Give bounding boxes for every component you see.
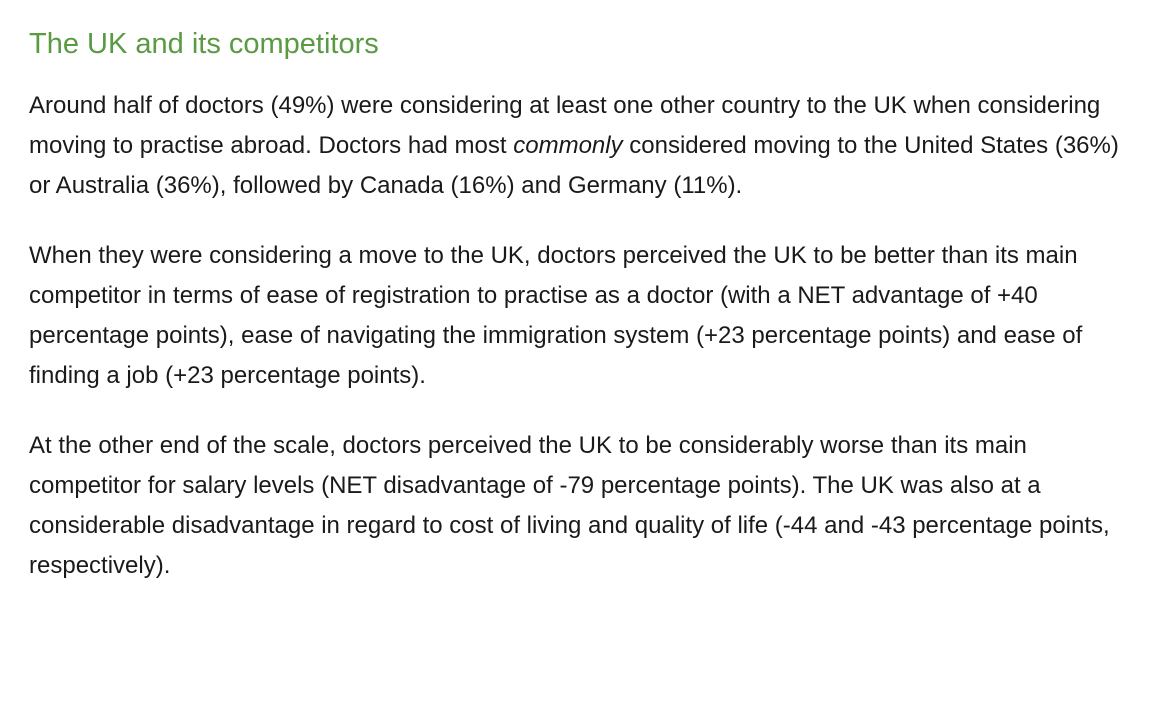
paragraph-disadvantages: At the other end of the scale, doctors perceived the UK to be considerably worse than its main competitor for salary levels (NET disadvantage of -79 percentage points). The UK was also at a considerable disadvantage in regard to cost of living and quality of life (-44 and -43 percentage points, respectively). (29, 432, 1110, 579)
paragraph-countries-text-end: considered moving to the United States (36%) or Australia (36%), followed by Canada (16%) and Germany (11%). (29, 132, 1119, 199)
section-heading: The UK and its competitors (29, 28, 379, 60)
paragraph-countries (29, 86, 1139, 206)
paragraph-countries-text-start: Around half of doctors (49%) were considering at least one other country to the UK when considering moving to practise abroad. Doctors had most (29, 92, 1101, 159)
article-content (29, 26, 1139, 616)
emphasis-commonly: commonly (513, 132, 623, 159)
paragraph-advantages: When they were considering a move to the UK, doctors perceived the UK to be better than its main competitor in terms of ease of registration to practise as a doctor (with a NET advantage of +40 percentage points), ease of navigating the immigration system (+23 percentage points) and ease of finding a job (+23 percentage points). (29, 242, 1083, 389)
